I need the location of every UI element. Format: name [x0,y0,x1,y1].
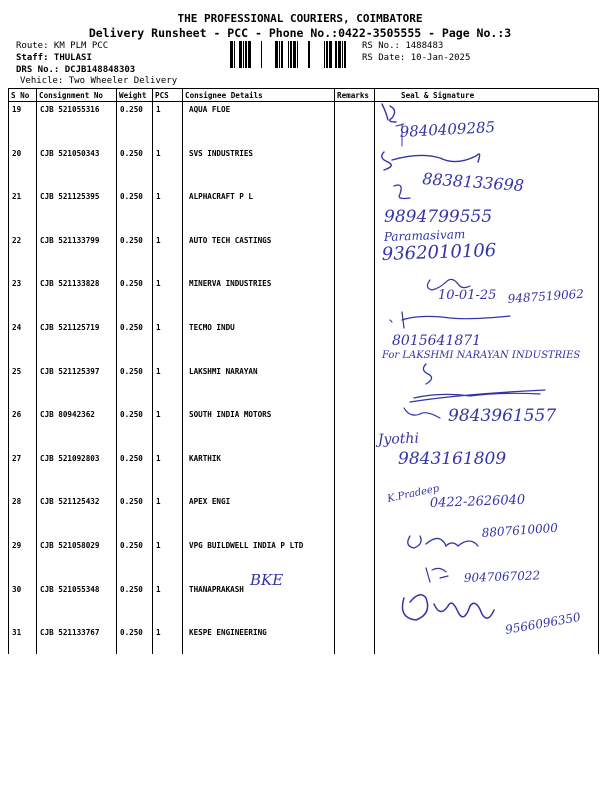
weight-cell: 0.250 [117,189,153,233]
col-weight: Weight [117,89,153,102]
consignee-cell: AUTO TECH CASTINGS [183,233,335,277]
consignment-cell: CJB 521125719 [37,320,117,364]
signature-cell [375,582,599,626]
remarks-cell [335,146,375,190]
remarks-cell [335,102,375,146]
weight-cell: 0.250 [117,407,153,451]
runsheet-table [8,88,599,654]
table-row [9,407,599,451]
signature-cell [375,494,599,538]
consignee-cell: KARTHIK [183,451,335,495]
consignment-cell: CJB 521125395 [37,189,117,233]
signature-phone: 8838133698 [421,169,525,196]
signature-cell [375,538,599,582]
consignment-cell: CJB 521133828 [37,276,117,320]
signature-cell [375,407,599,451]
pcs-cell: 1 [153,320,183,364]
table-row [9,233,599,277]
consignee-cell: KESPE ENGINEERING [183,625,335,654]
signature-phone: 9362010106 [381,240,497,265]
signature-cell [375,364,599,408]
consignment-cell: CJB 521133799 [37,233,117,277]
remarks-cell [335,494,375,538]
consignment-cell: CJB 521125432 [37,494,117,538]
consignment-cell: CJB 521050343 [37,146,117,190]
remarks-cell [335,538,375,582]
rs-number: RS No.: 1488483 [362,41,444,51]
weight-cell: 0.250 [117,494,153,538]
weight-cell: 0.250 [117,276,153,320]
signature-phone: 9047067022 [463,568,541,585]
signature-date: 10-01-25 [438,288,497,303]
signature-name: Paramasivam [383,227,466,244]
weight-cell: 0.250 [117,582,153,626]
signature-name: K.Pradeep [386,483,441,505]
remarks-cell [335,625,375,654]
sno-cell: 22 [9,233,37,277]
sno-cell: 26 [9,407,37,451]
consignment-cell: CJB 521055316 [37,102,117,146]
remarks-cell [335,364,375,408]
signature-cell [375,189,599,233]
sno-cell: 31 [9,625,37,654]
consignment-cell: CJB 521133767 [37,625,117,654]
sno-cell: 23 [9,276,37,320]
remarks-cell [335,276,375,320]
pcs-cell: 1 [153,102,183,146]
remarks-cell [335,451,375,495]
sno-cell: 20 [9,146,37,190]
weight-cell: 0.250 [117,625,153,654]
signature-cell [375,451,599,495]
signature-name: Jyothi [377,430,420,448]
sno-cell: 19 [9,102,37,146]
company-stamp: For LAKSHMI NARAYAN INDUSTRIES [382,350,581,361]
consignment-cell: CJB 521092803 [37,451,117,495]
table-row [9,146,599,190]
signature-phone: 9843161809 [398,449,507,469]
consignment-cell: CJB 521058029 [37,538,117,582]
weight-cell: 0.250 [117,320,153,364]
consignee-cell: MINERVA INDUSTRIES [183,276,335,320]
table-header-row [9,89,599,102]
weight-cell: 0.250 [117,233,153,277]
weight-cell: 0.250 [117,451,153,495]
barcode-icon [230,41,356,68]
company-title: THE PROFESSIONAL COURIERS, COIMBATORE [177,12,423,25]
sno-cell: 27 [9,451,37,495]
weight-cell: 0.250 [117,364,153,408]
consignee-cell: APEX ENGI [183,494,335,538]
sno-cell: 28 [9,494,37,538]
sno-cell: 21 [9,189,37,233]
col-consignment: Consignment No [37,89,117,102]
signature-phone: 8807610000 [481,520,559,540]
signature-phone: 9487519062 [507,286,585,306]
col-signature: Seal & Signature [375,89,599,102]
drs-number: DRS No.: DCJB148848303 [16,65,136,75]
consignment-cell: CJB 521055348 [37,582,117,626]
runsheet-subtitle: Delivery Runsheet - PCC - Phone No.:0422-3505555 - Page No.:3 [88,26,512,40]
vehicle-label: Vehicle: Two Wheeler Delivery [20,76,178,86]
pcs-cell: 1 [153,451,183,495]
signature-cell [375,625,599,654]
remarks-cell [335,407,375,451]
sno-cell: 25 [9,364,37,408]
weight-cell: 0.250 [117,146,153,190]
pcs-cell: 1 [153,233,183,277]
signature-phone: 9894799555 [384,207,493,227]
rs-date: RS Date: 10-Jan-2025 [362,53,471,63]
remarks-cell [335,582,375,626]
table-row [9,364,599,408]
pcs-cell: 1 [153,625,183,654]
sno-cell: 29 [9,538,37,582]
signature-phone: 0422-2626040 [429,492,526,511]
consignee-cell: SOUTH INDIA MOTORS [183,407,335,451]
table-row [9,102,599,146]
consignee-cell: LAKSHMI NARAYAN [183,364,335,408]
consignee-cell: SVS INDUSTRIES [183,146,335,190]
staff-label: Staff: THULASI [16,53,92,63]
consignee-cell: THANAPRAKASH [183,582,335,626]
sno-cell: 24 [9,320,37,364]
consignee-cell: AQUA FLOE [183,102,335,146]
pcs-cell: 1 [153,538,183,582]
weight-cell: 0.250 [117,538,153,582]
table-row [9,625,599,654]
route-label: Route: KM PLM PCC [16,41,109,51]
pcs-cell: 1 [153,146,183,190]
signature-phone: 9840409285 [399,118,496,141]
consignee-cell: ALPHACRAFT P L [183,189,335,233]
table-row [9,582,599,626]
col-pcs: PCS [153,89,183,102]
signature-phone: 9566096350 [504,609,582,637]
col-sno: S No [9,89,37,102]
pcs-cell: 1 [153,582,183,626]
signature-cell [375,320,599,364]
consignee-cell: VPG BUILDWELL INDIA P LTD [183,538,335,582]
signature-cell [375,276,599,320]
pcs-cell: 1 [153,494,183,538]
pcs-cell: 1 [153,189,183,233]
table-row [9,451,599,495]
signature-cell [375,146,599,190]
remarks-cell [335,320,375,364]
initials-note: BKE [250,571,284,589]
col-remarks: Remarks [335,89,375,102]
remarks-cell [335,233,375,277]
table-row [9,276,599,320]
signature-phone: 9843961557 [448,406,557,426]
signature-cell [375,102,599,146]
consignee-cell: TECMO INDU [183,320,335,364]
sno-cell: 30 [9,582,37,626]
pcs-cell: 1 [153,276,183,320]
consignment-cell: CJB 80942362 [37,407,117,451]
table-row [9,189,599,233]
weight-cell: 0.250 [117,102,153,146]
table-row [9,494,599,538]
remarks-cell [335,189,375,233]
signature-cell [375,233,599,277]
signature-phone: 8015641871 [392,333,482,349]
table-row [9,320,599,364]
consignment-cell: CJB 521125397 [37,364,117,408]
col-consignee: Consignee Details [183,89,335,102]
pcs-cell: 1 [153,364,183,408]
pcs-cell: 1 [153,407,183,451]
table-row [9,538,599,582]
